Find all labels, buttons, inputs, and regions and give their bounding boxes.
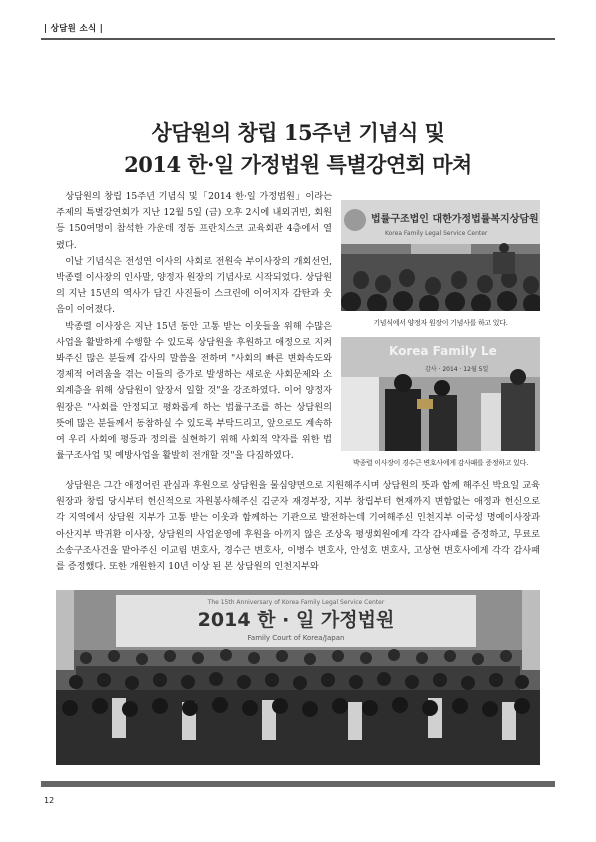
- article-title-line2: 2014 한·일 가정법원 특별강연회 마쳐: [124, 152, 472, 177]
- photo-plaque-presentation: [341, 337, 540, 451]
- paragraph-2: 이날 기념식은 전성연 이사의 사회로 전원숙 부이사장의 개회선언, 박종렬 이사장의 인사말, 양정자 원장의 기념사로 시작되었다. 상담원의 지난 15년의 역사가 담긴 사진들이 스크린에 이어지자 감탄과 웃음이 이어졌다.: [56, 255, 332, 316]
- article-title-line1: 상담원의 창립 15주년 기념식 및: [151, 120, 445, 145]
- photo-group: [56, 590, 540, 765]
- page-number: 12: [44, 796, 55, 805]
- photo3-banner-title: 2014 한 · 일 가정법원: [197, 609, 395, 631]
- photo-plaque-presentation-image: [341, 337, 540, 451]
- photo1-banner-title: 법률구조법인 대한가정법률복지상담원: [371, 214, 539, 225]
- photo-group-image: [56, 590, 540, 765]
- photo2-caption: 박종렬 이사장이 경수근 변호사에게 감사패를 증정하고 있다.: [352, 459, 529, 467]
- photo3-banner-sub: Family Court of Korea/Japan: [247, 634, 345, 642]
- article-body-left: [56, 189, 332, 464]
- paragraph-4: 상담원은 그간 애정어린 관심과 후원으로 상담원을 물심양면으로 지원해주시며 상담원의 뜻과 함께 해주신 박요일 교육원장과 창립 당시부터 헌신적으로 자원봉사해주신 김군자 재경부장, 지부 창립부터 현재까지 변함없는 애정과 헌신으로 각 지역에서 상담원 지부가 고통 받는 이웃과 함께하는 기관으로 발전하는데 기여해주신 인천지부 이국성 명예이사장과 아산지부 박귀환 이사장, 상담원의 사업운영에 후원을 아끼지 않은 조상옥 평생회원에게 각각 감사패를 증정하고, 무료로 소송구조사건을 맡아주신 이교림 변호사, 경수근 변호사, 이병수 변호사, 안성호 변호사, 고상현 변호사에게 각각 감사패를 증정했다. 또한 개원한지 10년 이상 된 본 상담원의 인천지부와: [56, 480, 540, 573]
- photo2-banner-title: Korea Family Le: [389, 344, 497, 358]
- footer-rule: [41, 781, 555, 787]
- paragraph-3: 박종렬 이사장은 지난 15년 동안 고통 받는 이웃들을 위해 수많은 사업을 활발하게 수행할 수 있도록 상담원을 후원하고 애정으로 지켜봐주신 많은 분들께 감사의 말씀을 전하며 "사회의 빠른 변화속도와 경제적 어려움을 겪는 이들의 증가로 발생하는 새로운 사회문제와 소외계층을 위해 상담원이 앞장서 일할 것"을 강조하였다. 이어 양정자 원장은 "사회를 안정되고 평화롭게 하는 법률구조를 하는 상담원의 뜻에 많은 분들께서 동참하실 수 있도록 부탁드리고, 앞으로도 계속하여 우리 사회에 평등과 정의를 실현하기 위해 사회적 약자를 위한 법률구조사업 및 예방사업을 활발히 전개할 것"을 다짐하였다.: [56, 320, 332, 462]
- article-body-full: [56, 478, 540, 575]
- section-label: | 상담원 소식 |: [44, 24, 104, 34]
- photo3-banner-top: The 15th Anniversary of Korea Family Legal Service Center: [207, 599, 385, 606]
- header-rule: [41, 38, 555, 40]
- photo1-banner-sub: Korea Family Legal Service Center: [385, 230, 488, 237]
- paragraph-1: 상담원의 창립 15주년 기념식 및「2014 한·일 가정법원」이라는 주제의 특별강연회가 지난 12월 5일 (금) 오후 2시에 내외귀빈, 회원 등 150여명이 참석한 가운데 정동 프란치스코 교육회관 4층에서 열렸다.: [56, 191, 332, 251]
- photo2-banner-sub: 감사 · 2014 · 12월 5일: [425, 366, 489, 373]
- photo-anniversary-speech-image: [341, 200, 540, 311]
- photo1-caption: 기념식에서 양정자 원장이 기념사를 하고 있다.: [373, 319, 508, 327]
- photo-anniversary-speech: [341, 200, 540, 311]
